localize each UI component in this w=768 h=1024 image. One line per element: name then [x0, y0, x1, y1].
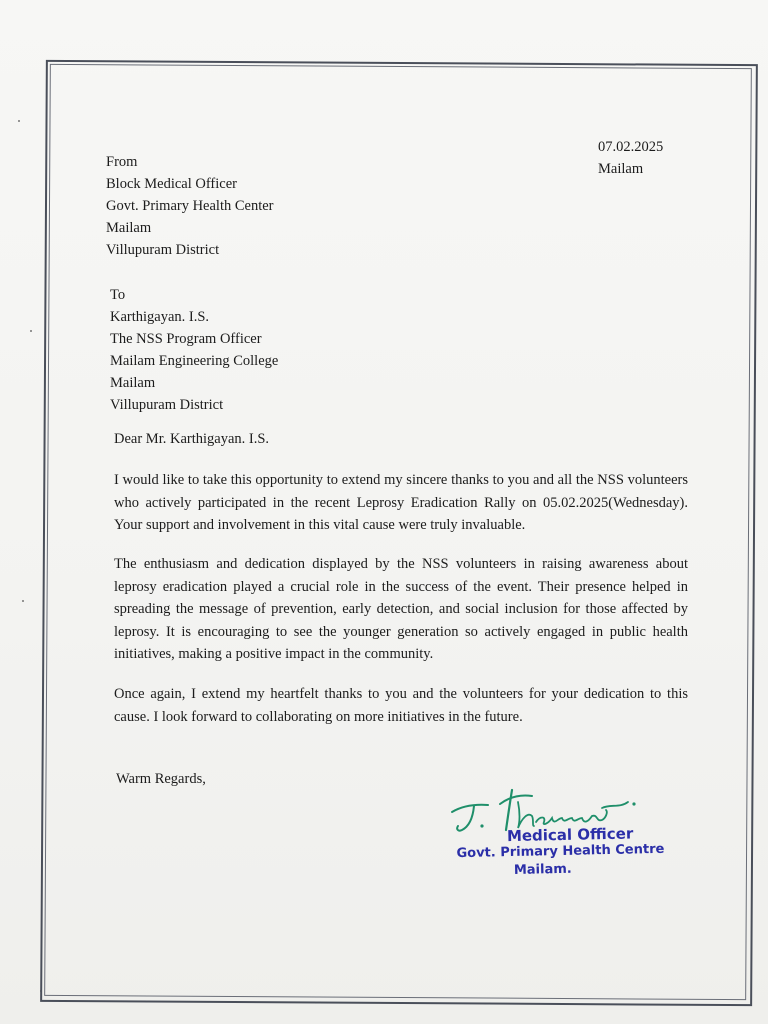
recipient-line: Mailam: [110, 375, 156, 391]
paper-speck: [22, 600, 24, 602]
recipient-line: The NSS Program Officer: [110, 331, 262, 347]
recipient-line: Villupuram District: [110, 397, 224, 413]
body-paragraph: The enthusiasm and dedication displayed by the NSS volunteers in raising awareness about leprosy eradication played a crucial role in the success of the event. Their presence helped in spreading the message of prevention, early detection, and social inclusion for those affected by leprosy. It is encouraging to see the younger generation so actively engaged in public health initiatives, making a positive impact in the community.: [114, 556, 688, 662]
recipient-address: [110, 284, 278, 416]
stamp-place: Mailam.: [513, 861, 572, 878]
recipient-line: Mailam Engineering College: [110, 353, 279, 369]
stamp-title: Medical Officer: [506, 824, 634, 846]
stamp-organization: Govt. Primary Health Centre: [456, 841, 665, 862]
body-paragraph: I would like to take this opportunity to extend my sincere thanks to you and all the NSS volunteers who actively participated in the recent Leprosy Eradication Rally on 05.02.2025(Wednesday). Your support and involvement in this vital cause were truly invaluable.: [114, 472, 688, 533]
sender-line: Villupuram District: [106, 242, 220, 258]
sender-address: [106, 151, 274, 261]
date-block: [598, 136, 663, 180]
official-stamp: [454, 778, 666, 882]
salutation: Dear Mr. Karthigayan. I.S.: [114, 431, 270, 447]
body-paragraph: Once again, I extend my heartfelt thanks to you and the volunteers for your dedication to this cause. I look forward to collaborating on more initiatives in the future.: [114, 686, 688, 725]
sender-line: Mailam: [106, 220, 152, 236]
letter-date: 07.02.2025: [598, 139, 664, 155]
to-heading: To: [110, 287, 126, 303]
from-heading: From: [106, 154, 138, 170]
sender-line: Govt. Primary Health Center: [106, 198, 274, 214]
closing: Warm Regards,: [116, 771, 206, 787]
letter-place: Mailam: [598, 161, 644, 177]
paper-speck: [18, 120, 20, 122]
recipient-line: Karthigayan. I.S.: [110, 309, 210, 325]
paper-speck: [30, 330, 32, 332]
sender-line: Block Medical Officer: [106, 176, 237, 192]
